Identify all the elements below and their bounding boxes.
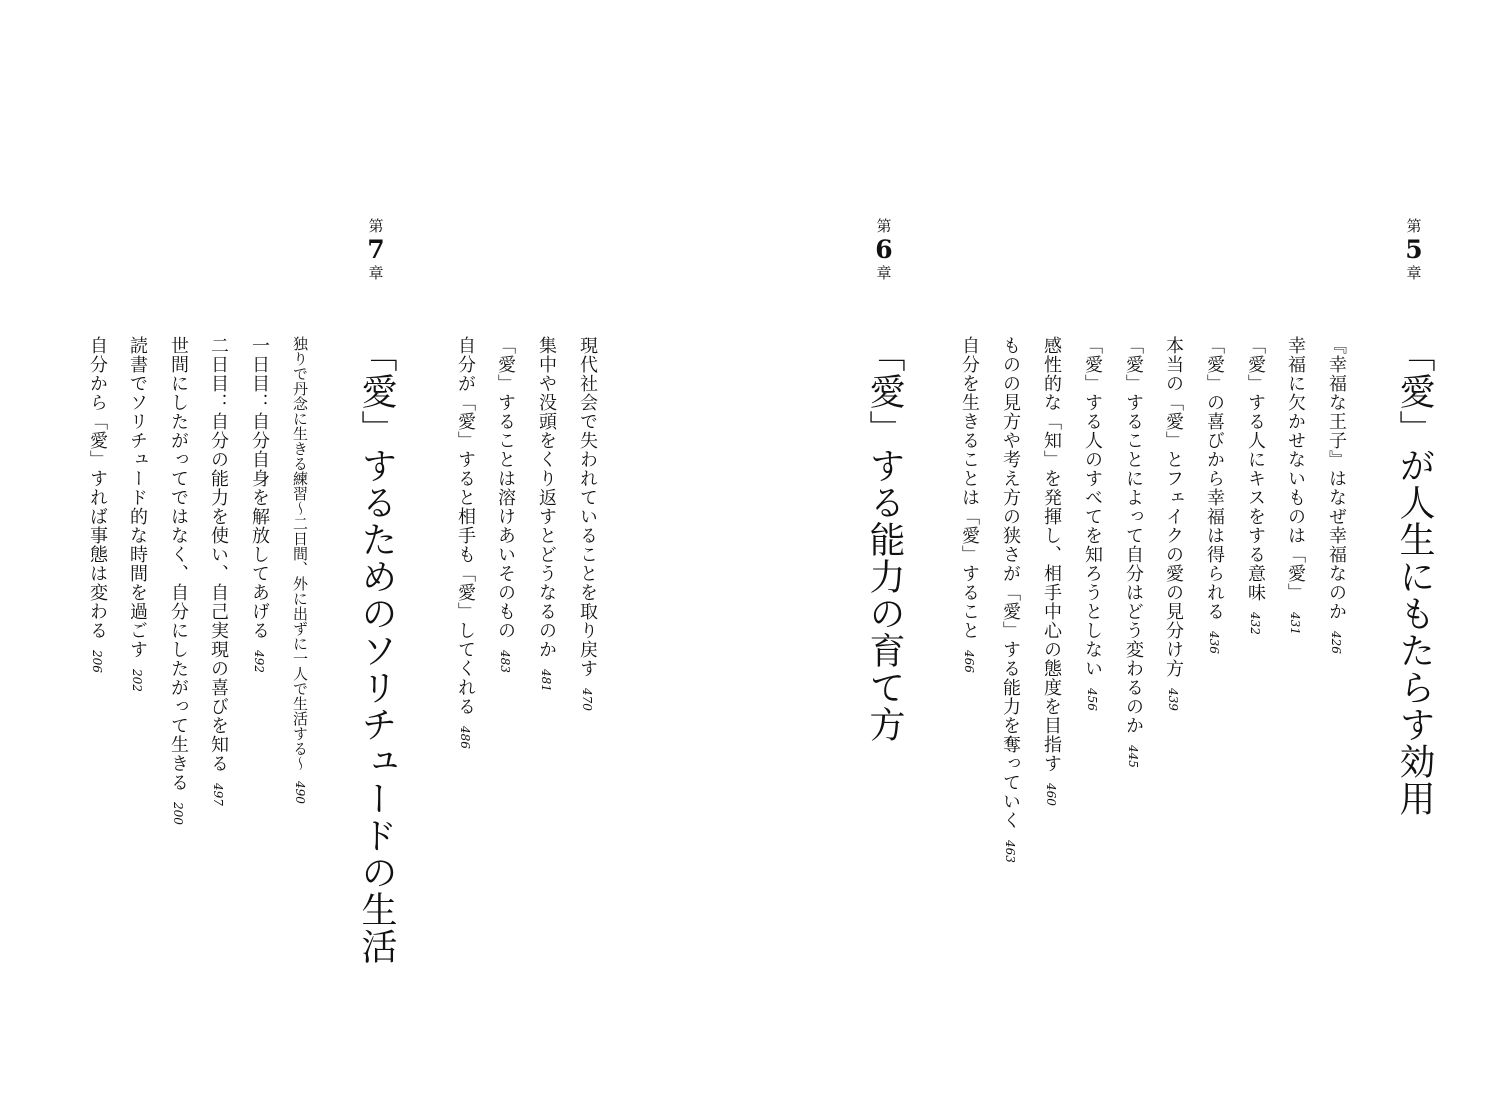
toc-entry[interactable] [289,336,311,804]
chapter-suffix: 章 [368,264,384,282]
entry-title: 独りで丹念に生きる練習〜二日間、外に出ずに一人で生活する〜 [291,336,309,771]
page-number: 445 [1126,745,1140,768]
entry-title: 集中や没頭をくり返すとどうなるのか [536,336,557,659]
toc-entry[interactable] [999,336,1021,863]
entry-title: 一日目：自分自身を解放してあげる [249,336,270,640]
toc-entry[interactable] [1284,336,1306,635]
chapter-prefix: 第 [876,217,892,235]
page-number: 463 [1003,840,1017,863]
chapter-6-label [864,218,904,282]
page-number: 439 [1166,688,1180,711]
chapter-prefix: 第 [1406,217,1422,235]
toc-entry[interactable] [1325,336,1347,654]
entry-title: ものの見方や考え方の狭さが「愛」する能力を奪っていく [1000,336,1021,830]
toc-entry[interactable] [454,336,476,749]
toc-entry[interactable] [1081,336,1103,711]
toc-entry[interactable] [576,336,598,711]
chapter-number: 5 [1405,235,1423,264]
chapter-7-label [356,218,396,282]
page-number: 456 [1085,688,1099,711]
chapter-suffix: 章 [1406,264,1422,282]
toc-entry[interactable] [1040,336,1062,806]
toc-entry[interactable] [207,336,229,806]
chapter-prefix: 第 [368,217,384,235]
toc-entry[interactable] [1162,336,1184,711]
entry-title: 「愛」することによって自分はどう変わるのか [1123,336,1144,735]
toc-entry[interactable] [167,336,189,825]
chapter-suffix: 章 [876,264,892,282]
entry-title: 感性的な「知」を発揮し、相手中心の態度を目指す [1041,336,1062,773]
toc-entry[interactable] [1203,336,1225,654]
chapter-number: 7 [367,235,385,264]
entry-title: 二日目：自分の能力を使い、自己実現の喜びを知る [208,336,229,773]
page-number: 460 [1044,783,1058,806]
page-number: 490 [293,781,307,804]
page-number: 200 [171,802,185,825]
chapter-7-title: 「愛」するためのソリチュードの生活 [356,336,397,965]
page-number: 431 [1288,612,1302,635]
entry-title: 自分を生きることは「愛」すること [959,336,980,640]
entry-title: 世間にしたがってではなく、自分にしたがって生きる [168,336,189,792]
entry-title: 自分から「愛」すれば事態は変わる [87,336,108,640]
page-number: 202 [130,669,144,692]
entry-title: 読書でソリチュード的な時間を過ごす [127,336,148,659]
page-number: 481 [539,669,553,692]
chapter-6-title: 「愛」する能力の育て方 [864,336,905,743]
chapter-5-title: 「愛」が人生にもたらす効用 [1394,336,1435,817]
page-number: 466 [962,650,976,673]
toc-entry[interactable] [494,336,516,673]
page-number: 206 [90,650,104,673]
page-number: 483 [498,650,512,673]
chapter-number: 6 [875,235,893,264]
page-number: 497 [211,783,225,806]
chapter-5-label [1394,218,1434,282]
toc-entry[interactable] [1122,336,1144,768]
entry-title: 本当の「愛」とフェイクの愛の見分け方 [1163,336,1184,678]
entry-title: 「愛」の喜びから幸福は得られる [1204,336,1225,621]
entry-title: 『幸福な王子』はなぜ幸福なのか [1326,336,1347,621]
entry-title: 「愛」する人のすべてを知ろうとしない [1082,336,1103,678]
toc-entry[interactable] [126,336,148,692]
page-number: 426 [1329,631,1343,654]
entry-title: 現代社会で失われていることを取り戻す [577,336,598,678]
toc-entry[interactable] [248,336,270,673]
page-number: 432 [1248,612,1262,635]
toc-entry[interactable] [86,336,108,673]
entry-title: 自分が「愛」すると相手も「愛」してくれる [455,336,476,716]
page-number: 436 [1207,631,1221,654]
entry-title: 「愛」することは溶けあいそのもの [495,336,516,640]
toc-entry[interactable] [535,336,557,692]
toc-entry[interactable] [958,336,980,673]
toc-entry[interactable] [1244,336,1266,635]
page-number: 492 [252,650,266,673]
page-number: 486 [458,726,472,749]
entry-title: 「愛」する人にキスをする意味 [1245,336,1266,602]
entry-title: 幸福に欠かせないものは「愛」 [1285,336,1306,602]
page-number: 470 [580,688,594,711]
